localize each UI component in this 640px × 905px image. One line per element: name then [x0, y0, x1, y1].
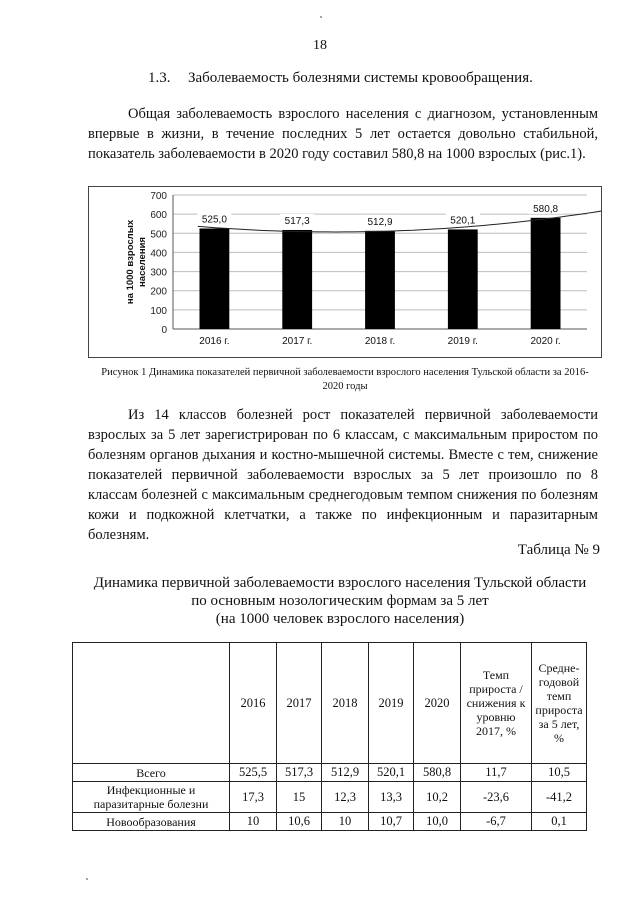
table-cell: 10,5 [532, 764, 587, 782]
data-label: 520,1 [450, 215, 476, 227]
table-header-row [73, 643, 587, 764]
bar [365, 231, 395, 329]
table-cell: -41,2 [532, 782, 587, 813]
y-tick-label: 0 [161, 325, 167, 336]
table-title-line: (на 1000 человек взрослого населения) [215, 611, 465, 627]
header-cell: 2020 [414, 643, 461, 764]
table-cell: 11,7 [461, 764, 532, 782]
y-tick-label: 700 [150, 191, 167, 202]
y-tick-label: 200 [150, 286, 167, 298]
morbidity-table [72, 642, 587, 831]
bar [448, 229, 478, 329]
table-cell: 17,3 [230, 782, 277, 813]
y-axis-title: населения [137, 237, 148, 287]
paragraph-analysis: Из 14 классов болезней рост показателей первичной заболеваемости взрослых за 5 лет зарегистрирован по 6 классам, с максимальным приростом по болезням органов дыхания и костно-мышечной системы. Вместе с тем, снижение показателей первичной заболеваемости взрослых за 5 лет произошло по 8 классам болезней с максимальным среднегодовым темпом снижения по болезням кожи и подкожной клетчатки, а также по инфекционным и паразитарным болезням. [88, 407, 598, 543]
header-cell: 2016 [230, 643, 277, 764]
table-cell: -23,6 [461, 782, 532, 813]
page-number: 18 [313, 38, 327, 53]
data-label: 512,9 [367, 216, 393, 228]
table-title-line: Динамика первичной заболеваемости взрослого населения Тульской области [93, 575, 587, 591]
table-cell: 10 [230, 813, 277, 831]
bar [282, 230, 312, 329]
data-label: 517,3 [284, 215, 310, 227]
table-cell: 10 [322, 813, 369, 831]
chart-frame [88, 186, 602, 358]
bar [531, 218, 561, 329]
header-cell: 2017 [277, 643, 322, 764]
section-title: Заболеваемость болезнями системы кровообращения. [188, 70, 533, 86]
table-row [73, 813, 587, 831]
header-cell [73, 643, 230, 764]
y-tick-label: 400 [150, 248, 167, 260]
header-cell: Средне-годовой темп прироста за 5 лет, % [532, 643, 587, 764]
table-cell: 10,0 [414, 813, 461, 831]
header-cell: Темп прироста /снижения к уровню 2017, % [461, 643, 532, 764]
y-tick-label: 600 [150, 210, 167, 222]
table-cell: 0,1 [532, 813, 587, 831]
table-cell: 15 [277, 782, 322, 813]
scan-speck [86, 878, 88, 880]
y-tick-label: 500 [150, 229, 167, 241]
y-tick-label: 100 [150, 305, 167, 317]
table-cell: 12,3 [322, 782, 369, 813]
row-name: Новообразования [73, 813, 230, 831]
scan-speck [320, 16, 322, 18]
x-tick-label: 2018 г. [364, 336, 396, 347]
table-cell: 517,3 [277, 764, 322, 782]
table-label: Таблица № 9 [517, 542, 600, 558]
x-tick-label: 2017 г. [282, 336, 313, 347]
table-cell: 13,3 [369, 782, 414, 813]
table-row [73, 782, 587, 813]
table-cell: 10,2 [414, 782, 461, 813]
table-cell: -6,7 [461, 813, 532, 831]
table-cell: 525,5 [230, 764, 277, 782]
bar-chart [89, 187, 601, 357]
figure-caption: Рисунок 1 Динамика показателей первичной заболеваемости взрослого населения Тульской области за 2016-2020 годы [101, 367, 589, 392]
table-title-line: по основным нозологическим формам за 5 лет [191, 593, 489, 609]
x-tick-label: 2020 г. [530, 336, 561, 347]
x-tick-label: 2019 г. [447, 336, 478, 347]
table-cell: 520,1 [369, 764, 414, 782]
table-row [73, 764, 587, 782]
data-label: 525,0 [201, 214, 227, 226]
table-cell: 10,6 [277, 813, 322, 831]
table-cell: 580,8 [414, 764, 461, 782]
row-name: Инфекционные и паразитарные болезни [73, 782, 230, 813]
bar [199, 229, 229, 330]
table-title [60, 574, 620, 628]
header-cell: 2018 [322, 643, 369, 764]
x-tick-label: 2016 г. [199, 336, 230, 347]
row-name: Всего [73, 764, 230, 782]
table-cell: 512,9 [322, 764, 369, 782]
section-number: 1.3. [148, 70, 171, 86]
y-tick-label: 300 [150, 267, 167, 279]
section-heading [148, 70, 533, 87]
data-label: 580,8 [533, 203, 559, 215]
table-cell: 10,7 [369, 813, 414, 831]
y-axis-title: на 1000 взрослых [125, 219, 136, 305]
header-cell: 2019 [369, 643, 414, 764]
paragraph-intro: Общая заболеваемость взрослого населения с диагнозом, установленным впервые в жизни, в течение последних 5 лет остается довольно стабильной, показатель заболеваемости в 2020 году составил 580,8 на 1000 взрослых (рис.1). [88, 106, 598, 162]
